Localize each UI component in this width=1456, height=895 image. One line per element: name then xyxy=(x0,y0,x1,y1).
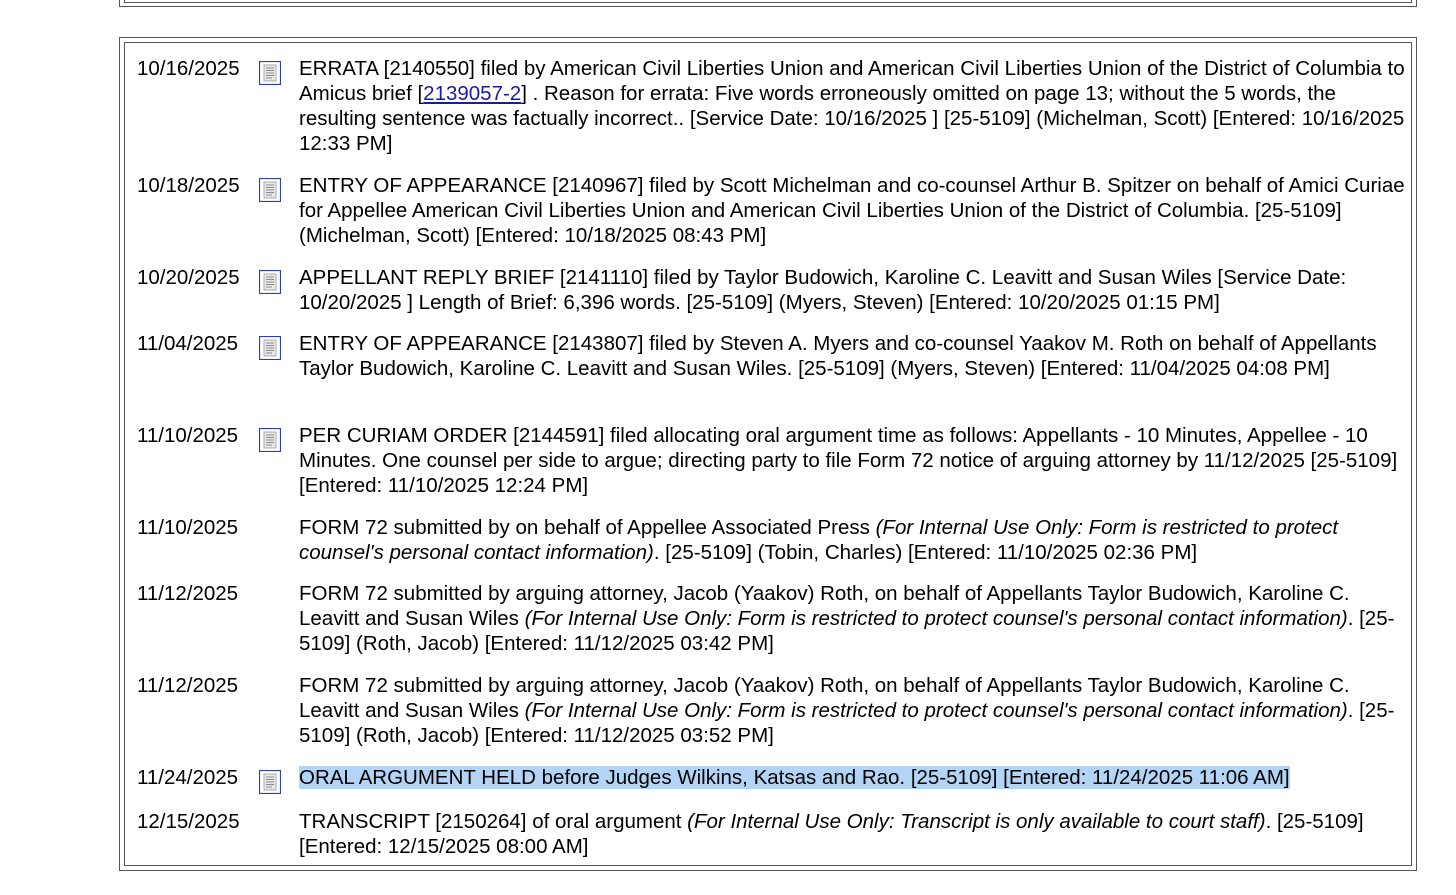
entry-text xyxy=(299,673,1411,748)
document-icon[interactable] xyxy=(259,428,281,452)
entry-date: 10/18/2025 xyxy=(137,174,240,197)
entry-date: 11/10/2025 xyxy=(137,424,239,447)
entry-text xyxy=(299,515,1411,565)
document-icon[interactable] xyxy=(259,178,281,202)
document-icon[interactable] xyxy=(259,770,281,794)
entry-text-part: FORM 72 submitted by arguing attorney, Jacob (Yaakov) Roth, on behalf of Appellants Taylor Budowich, Karoline C. Leavitt and Susan Wiles xyxy=(299,674,1350,722)
entry-text-part: FORM 72 submitted by on behalf of Appellee Associated Press xyxy=(299,516,876,539)
entry-date: 10/20/2025 xyxy=(137,266,240,289)
entry-text: ENTRY OF APPEARANCE [2143807] filed by Steven A. Myers and co-counsel Yaakov M. Roth on behalf of Appellants Taylor Budowich, Karoline C. Leavitt and Susan Wiles. [25-5109] (Myers, Steven) [Entered: 11/04/2025 04:08 PM] xyxy=(299,332,1377,380)
entry-date: 11/12/2025 xyxy=(137,674,239,697)
entry-text-part: . [25-5109] [Entered: 12/15/2025 08:00 AM] xyxy=(299,810,1364,858)
previous-table-frame xyxy=(119,0,1417,7)
restricted-note: (For Internal Use Only: Form is restricted to protect counsel's personal contact information) xyxy=(524,699,1348,722)
docket-table xyxy=(119,37,1417,871)
restricted-note: (For Internal Use Only: Form is restricted to protect counsel's personal contact information) xyxy=(524,607,1348,630)
entry-date: 11/24/2025 xyxy=(137,766,239,789)
amicus-brief-link[interactable]: 2139057-2 xyxy=(423,82,522,105)
entry-text: PER CURIAM ORDER [2144591] filed allocating oral argument time as follows: Appellants - 10 Minutes, Appellee - 10 Minutes. One counsel per side to argue; directing party to file Form 72 notice of arguing attorney by 11/12/2025 [25-5109] [Entered: 11/10/2025 12:24 PM] xyxy=(299,424,1398,497)
entry-text: APPELLANT REPLY BRIEF [2141110] filed by Taylor Budowich, Karoline C. Leavitt and Susan Wiles [Service Date: 10/20/2025 ] Length of Brief: 6,396 words. [25-5109] (Myers, Steven) [Entered: 10/20/2025 01:15 PM] xyxy=(299,266,1347,314)
document-icon[interactable] xyxy=(259,61,281,85)
entry-text: ENTRY OF APPEARANCE [2140967] filed by Scott Michelman and co-counsel Arthur B. Spitzer on behalf of Amici Curiae for Appellee American Civil Liberties Union and American Civil Liberties Union of the District of Columbia. [25-5109] (Michelman, Scott) [Entered: 10/18/2025 08:43 PM] xyxy=(299,174,1405,247)
document-icon[interactable] xyxy=(259,336,281,360)
entry-text-part: . [25-5109] (Roth, Jacob) [Entered: 11/12/2025 03:52 PM] xyxy=(299,699,1395,747)
entry-text-part: . [25-5109] (Tobin, Charles) [Entered: 11/10/2025 02:36 PM] xyxy=(653,541,1198,564)
entry-text-part: FORM 72 submitted by arguing attorney, Jacob (Yaakov) Roth, on behalf of Appellants Taylor Budowich, Karoline C. Leavitt and Susan Wiles xyxy=(299,582,1350,630)
document-icon[interactable] xyxy=(259,270,281,294)
entry-date: 11/12/2025 xyxy=(137,582,239,605)
entry-text-part: ERRATA [2140550] filed by American Civil Liberties Union and American Civil Liberties Union of the District of Columbia to Amicus brief [ xyxy=(299,57,1405,105)
restricted-note: (For Internal Use Only: Transcript is only available to court staff) xyxy=(687,810,1266,833)
entry-text-part: . [25-5109] (Roth, Jacob) [Entered: 11/12/2025 03:42 PM] xyxy=(299,607,1395,655)
entry-text xyxy=(299,581,1411,656)
previous-table-inner-frame xyxy=(124,0,1412,3)
entry-text xyxy=(299,809,1411,859)
restricted-note: (For Internal Use Only: Form is restricted to protect counsel's personal contact information) xyxy=(299,516,1339,564)
entry-date: 10/16/2025 xyxy=(137,57,240,80)
entry-text xyxy=(299,765,1411,790)
entry-text xyxy=(299,56,1411,156)
docket-table-inner xyxy=(124,42,1412,866)
entry-date: 11/10/2025 xyxy=(137,516,239,539)
entry-date: 11/04/2025 xyxy=(137,332,239,355)
selected-text[interactable]: ORAL ARGUMENT HELD before Judges Wilkins, Katsas and Rao. [25-5109] [Entered: 11/24/2025 11:06 AM] xyxy=(299,766,1290,789)
entry-date: 12/15/2025 xyxy=(137,810,240,833)
entry-text-part: TRANSCRIPT [2150264] of oral argument xyxy=(299,810,688,833)
entry-text-part: ] . Reason for errata: Five words erroneously omitted on page 13; without the 5 words, the resulting sentence was factually incorrect.. [Service Date: 10/16/2025 ] [25-5109] (Michelman, Scott) [Entered: 10/16/2025 12:33 PM] xyxy=(299,82,1405,155)
